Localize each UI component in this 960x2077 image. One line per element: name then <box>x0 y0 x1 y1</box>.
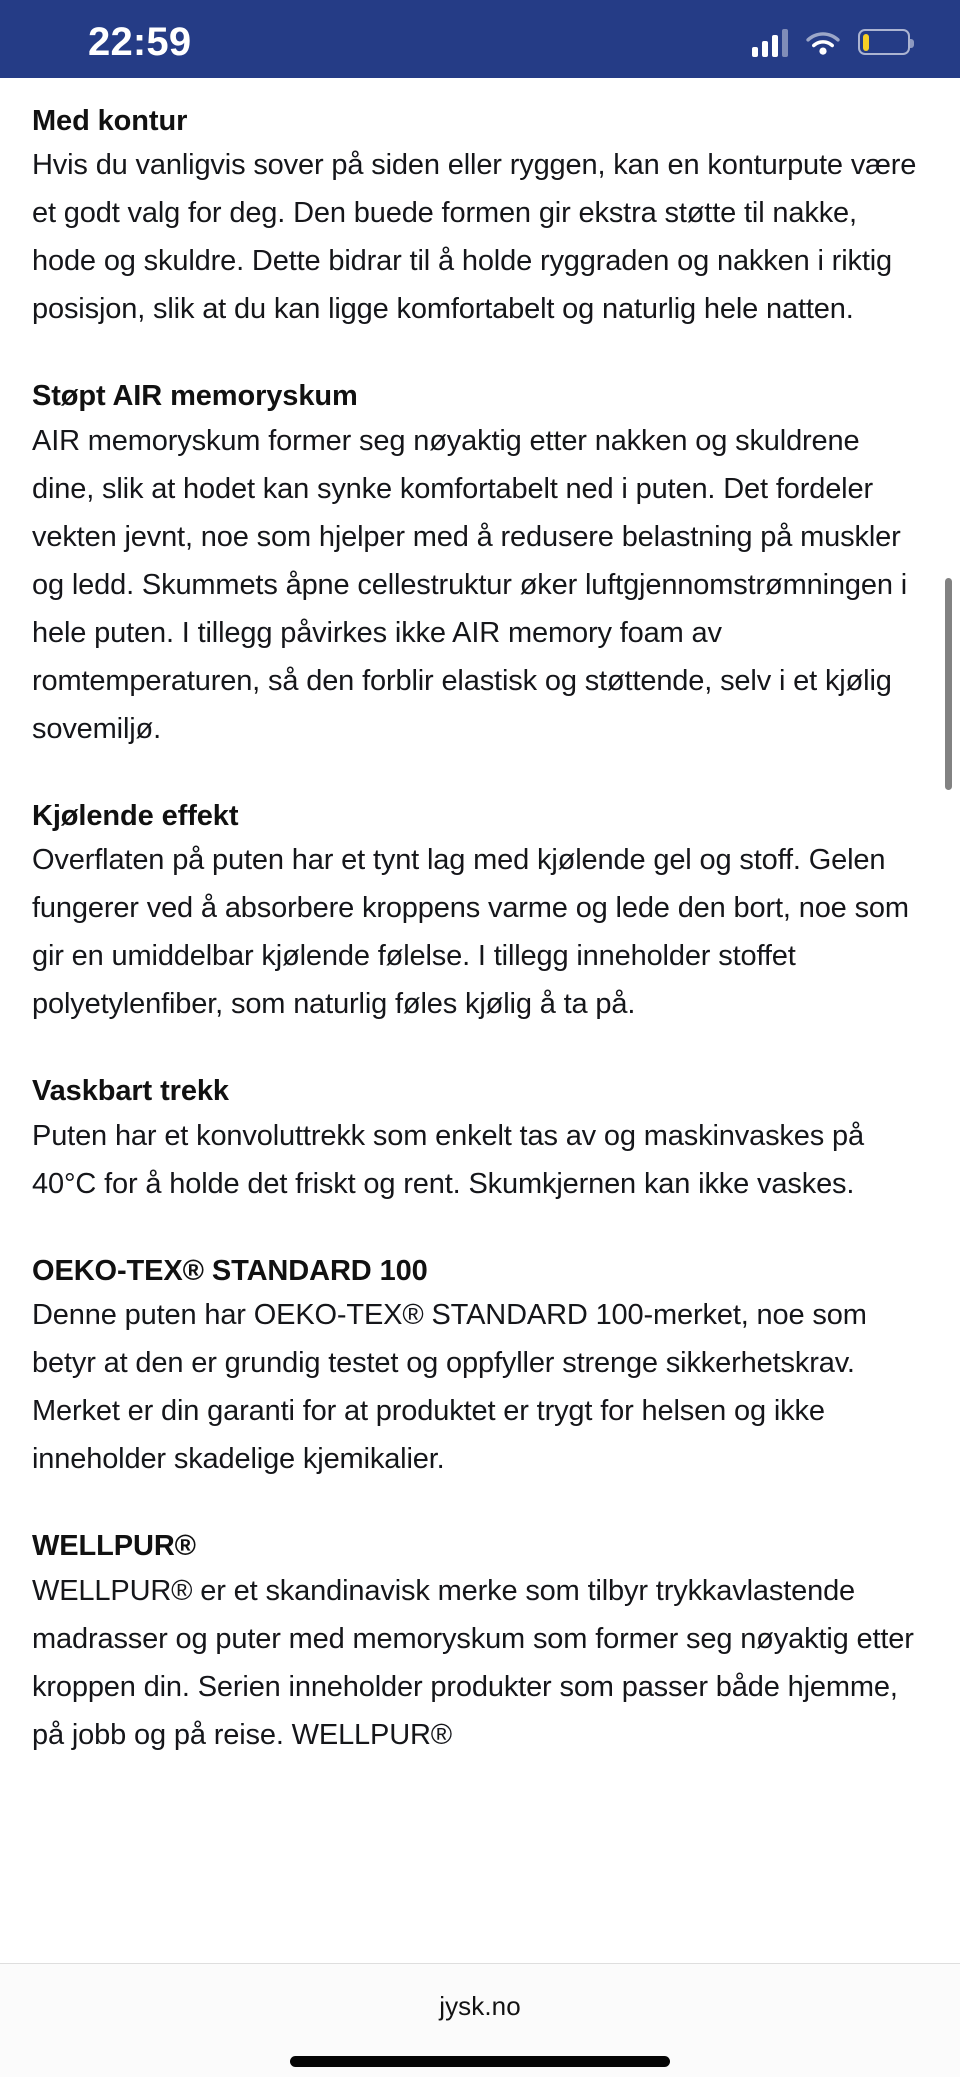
status-bar <box>0 0 960 78</box>
product-section <box>32 1072 924 1207</box>
wifi-icon <box>805 29 841 56</box>
section-heading: Støpt AIR memoryskum <box>32 380 358 413</box>
section-body: AIR memoryskum former seg nøyaktig etter nakken og skuldrene dine, slik at hodet kan synke komfortabelt ned i puten. Det fordeler vekten jevnt, noe som hjelper med å redusere belastning på muskler og ledd. Skummets åpne cellestruktur øker luftgjennomstrømningen i hele puten. I tillegg påvirkes ikke AIR memory foam av romtemperaturen, så den forblir elastisk og støttende, selv i et kjølig sovemiljø. <box>32 424 907 745</box>
product-section <box>32 797 924 1028</box>
section-heading: Med kontur <box>32 105 188 137</box>
section-spacer <box>32 753 924 797</box>
section-body: Hvis du vanligvis sover på siden eller ryggen, kan en konturpute være et godt valg for deg. Den buede formen gir ekstra støtte til nakke, hode og skuldre. Dette bidrar til å holde ryggraden og nakken i riktig posisjon, slik at du kan ligge komfortabelt og naturlig hele natten. <box>32 149 917 326</box>
address-label[interactable]: jysk.no <box>439 1991 521 2021</box>
section-spacer <box>32 1028 924 1072</box>
status-bar-indicators <box>752 27 911 57</box>
section-heading: OEKO-TEX® STANDARD 100 <box>32 1254 428 1287</box>
product-section <box>32 1252 924 1483</box>
section-body: WELLPUR® er et skandinavisk merke som tilbyr trykkavlastende madrasser og puter med memoryskum som former seg nøyaktig etter kroppen din. Serien inneholder produkter som passer både hjemme, på jobb og på reise. WELLPUR® <box>32 1574 914 1751</box>
home-indicator[interactable] <box>290 2056 670 2067</box>
section-heading: Kjølende effekt <box>32 799 239 832</box>
browser-bottom-bar <box>0 1963 960 2077</box>
section-body: Overflaten på puten har et tynt lag med kjølende gel og stoff. Gelen fungerer ved å absorbere kroppens varme og lede den bort, noe som gir en umiddelbar kjølende følelse. I tillegg inneholder stoffet polyetylenfiber, som naturlig føles kjølig å ta på. <box>32 844 909 1021</box>
status-bar-clock: 22:59 <box>88 19 192 64</box>
cellular-signal-icon <box>752 27 789 57</box>
product-section <box>32 78 924 333</box>
section-body: Puten har et konvoluttrekk som enkelt tas av og maskinvaskes på 40°C for å holde det friskt og rent. Skumkjernen kan ikke vaskes. <box>32 1119 864 1200</box>
section-heading: WELLPUR® <box>32 1530 196 1563</box>
product-section <box>32 377 924 752</box>
product-section <box>32 1527 924 1758</box>
section-spacer <box>32 333 924 377</box>
section-heading: Vaskbart trekk <box>32 1075 229 1108</box>
battery-icon <box>858 29 910 55</box>
article-content[interactable] <box>0 78 960 1963</box>
section-spacer <box>32 1208 924 1252</box>
section-spacer <box>32 1483 924 1527</box>
section-body: Denne puten har OEKO-TEX® STANDARD 100-merket, noe som betyr at den er grundig testet og oppfyller strenge sikkerhetskrav. Merket er din garanti for at produktet er trygt for helsen og ikke inneholder skadelige kjemikalier. <box>32 1299 867 1476</box>
